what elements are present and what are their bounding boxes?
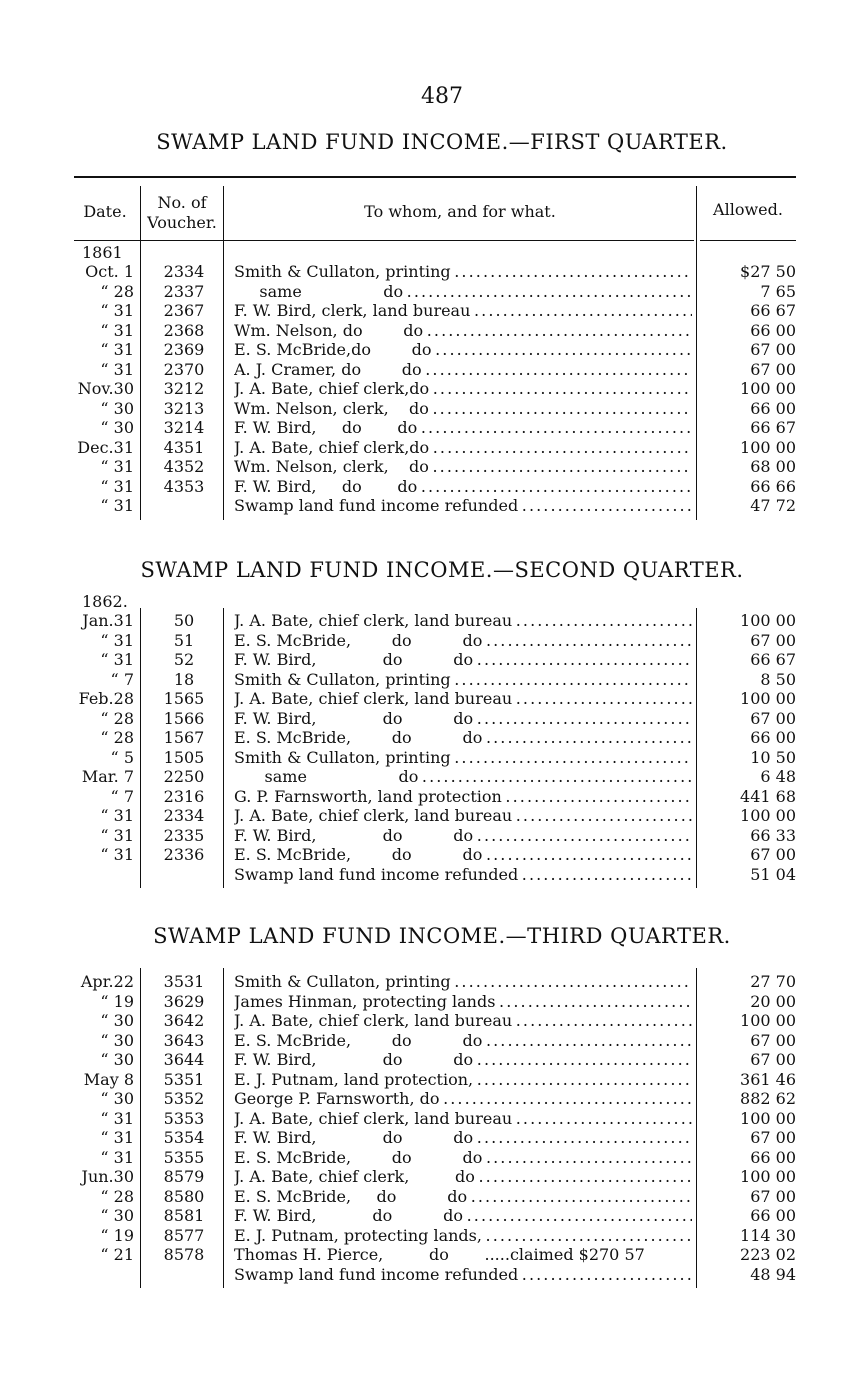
row-voucher: 4353: [163, 476, 205, 496]
row-description: Smith & Cullaton, printing . . .: [234, 262, 692, 282]
row-voucher: 2337: [163, 281, 205, 301]
year-text: 1861: [82, 243, 123, 262]
row-date: Mar. 7: [81, 767, 134, 786]
row-amount: 48 94: [750, 1264, 796, 1284]
row-date: “ 31: [100, 806, 134, 825]
header-bottom-rule: [74, 240, 694, 241]
row-voucher: 8580: [163, 1186, 205, 1206]
row-amount: 66 00: [750, 320, 796, 340]
row-amount: 7 65: [760, 281, 796, 301]
table-row: [0, 865, 857, 885]
row-amount: 47 72: [750, 496, 796, 515]
row-date: “ 28: [100, 728, 134, 747]
row-description: Swamp land fund income refunded . . .: [234, 496, 692, 516]
table-row: [0, 360, 857, 380]
table-row: [0, 418, 857, 438]
row-description: E. S. McBride, do do . . .: [234, 728, 692, 748]
row-amount: 10 50: [750, 747, 796, 767]
row-date: “ 31: [100, 1108, 134, 1128]
row-description: Swamp land fund income refunded . . .: [234, 865, 692, 885]
row-description: E. S. McBride, do do . . .: [234, 1187, 692, 1207]
row-description: F. W. Bird, do do . . .: [234, 709, 692, 729]
header-allowed: Allowed.: [713, 200, 783, 219]
table-row: [0, 282, 857, 302]
year-label: [0, 243, 857, 263]
row-date: “ 19: [100, 1225, 134, 1245]
row-description: F. W. Bird, do do . . .: [234, 826, 692, 846]
table-row: [0, 806, 857, 826]
row-date: “ 28: [100, 708, 134, 728]
table-row: [0, 845, 857, 865]
header-voucher: No. of Voucher.: [147, 193, 217, 232]
row-description: Smith & Cullaton, printing . . .: [234, 748, 692, 768]
row-description: J. A. Bate, chief clerk,do . . .: [234, 438, 692, 458]
row-description: E. S. McBride, do do . . .: [234, 845, 692, 865]
row-voucher: 2368: [163, 320, 205, 340]
year-label: [0, 592, 857, 612]
row-description: F. W. Bird, do do . . .: [234, 1050, 692, 1070]
table-row: [0, 767, 857, 787]
row-amount: 100 00: [740, 379, 796, 398]
row-date: “ 31: [100, 457, 134, 476]
table-row: [0, 1109, 857, 1129]
row-amount: 441 68: [740, 786, 796, 806]
row-voucher: 3213: [163, 398, 205, 418]
row-amount: 67 00: [750, 340, 796, 359]
row-amount: 66 00: [750, 1147, 796, 1167]
row-date: “ 5: [110, 747, 134, 767]
row-description: J. A. Bate, chief clerk, do . . .: [234, 1167, 692, 1187]
row-date: Oct. 1: [85, 262, 134, 281]
table-row: [0, 787, 857, 807]
row-voucher: 2336: [163, 845, 205, 864]
row-date: “ 7: [110, 669, 134, 689]
row-amount: 66 00: [750, 728, 796, 747]
row-amount: 100 00: [740, 611, 796, 630]
row-voucher: 3214: [163, 418, 205, 437]
page-number: 487: [421, 84, 463, 109]
table-row: [0, 1265, 857, 1285]
row-date: “ 31: [100, 301, 134, 320]
row-voucher: 5353: [163, 1108, 205, 1128]
table-row: [0, 1031, 857, 1051]
row-voucher: 3531: [163, 972, 205, 991]
row-date: “ 7: [110, 786, 134, 806]
row-voucher: 5351: [163, 1069, 205, 1089]
table-row: [0, 457, 857, 477]
row-voucher: 3643: [163, 1030, 205, 1050]
row-description: Wm. Nelson, clerk, do . . .: [234, 457, 692, 477]
year-text: 1862.: [82, 592, 128, 611]
row-description: J. A. Bate, chief clerk, land bureau . . .: [234, 1011, 692, 1031]
row-date: Jan.31: [82, 611, 134, 630]
row-date: “ 30: [100, 1206, 134, 1225]
row-voucher: 4351: [163, 437, 205, 457]
row-amount: 67 00: [750, 708, 796, 728]
table-row: [0, 321, 857, 341]
row-description: F. W. Bird, do do . . .: [234, 1206, 692, 1226]
row-description: J. A. Bate, chief clerk, land bureau . . .: [234, 806, 692, 826]
table-row: [0, 262, 857, 282]
row-voucher: 4352: [163, 457, 205, 476]
table-row: [0, 689, 857, 709]
row-voucher: 8578: [163, 1245, 205, 1264]
row-date: “ 31: [100, 340, 134, 359]
row-voucher: 2370: [163, 359, 205, 379]
row-description: James Hinman, protecting lands . . .: [234, 992, 692, 1012]
row-voucher: 1567: [163, 728, 205, 747]
row-voucher: 2334: [163, 806, 205, 825]
table-row: [0, 728, 857, 748]
row-amount: 67 00: [750, 1128, 796, 1147]
row-date: “ 30: [100, 398, 134, 418]
row-amount: 223 02: [740, 1245, 796, 1264]
table-row: [0, 1070, 857, 1090]
row-voucher: 1565: [163, 689, 205, 708]
row-description: same do . . .: [234, 282, 692, 302]
row-amount: $27 50: [740, 262, 796, 281]
row-description: E. J. Putnam, land protection, . . .: [234, 1070, 692, 1090]
table-row: [0, 1011, 857, 1031]
row-description: E. S. McBride, do do . . .: [234, 1148, 692, 1168]
row-voucher: 2334: [163, 262, 205, 281]
row-amount: 361 46: [740, 1069, 796, 1089]
table-row: [0, 650, 857, 670]
row-voucher: 1566: [163, 708, 205, 728]
row-description: same do . . .: [234, 767, 692, 787]
row-date: “ 30: [100, 1089, 134, 1108]
row-date: “ 31: [100, 320, 134, 340]
row-date: “ 28: [100, 1186, 134, 1206]
section-title: SWAMP LAND FUND INCOME.—FIRST QUARTER.: [156, 130, 728, 154]
row-date: “ 31: [100, 845, 134, 864]
table-row: [0, 1148, 857, 1168]
row-amount: 66 33: [750, 825, 796, 845]
header-bottom-rule-allowed: [700, 240, 796, 241]
row-amount: 67 00: [750, 1186, 796, 1206]
row-date: “ 31: [100, 1128, 134, 1147]
row-description: George P. Farnsworth, do . . .: [234, 1089, 692, 1109]
row-description: Wm. Nelson, do do . . .: [234, 321, 692, 341]
row-amount: 68 00: [750, 457, 796, 476]
row-date: Nov.30: [77, 379, 134, 398]
row-description: F. W. Bird, clerk, land bureau . . .: [234, 301, 692, 321]
table-row: [0, 1226, 857, 1246]
row-description: J. A. Bate, chief clerk, land bureau . . .: [234, 611, 692, 631]
row-amount: 51 04: [750, 864, 796, 884]
row-description: F. W. Bird, do do . . .: [234, 477, 692, 497]
table-row: [0, 1167, 857, 1187]
row-voucher: 3642: [163, 1011, 205, 1030]
section-title: SWAMP LAND FUND INCOME.—THIRD QUARTER.: [153, 924, 731, 948]
row-amount: 100 00: [740, 1011, 796, 1030]
row-voucher: 3212: [163, 379, 205, 398]
row-amount: 66 00: [750, 398, 796, 418]
row-date: “ 21: [100, 1245, 134, 1264]
table-row: [0, 670, 857, 690]
row-amount: 20 00: [750, 991, 796, 1011]
row-date: “ 28: [100, 281, 134, 301]
row-description: Wm. Nelson, clerk, do . . .: [234, 399, 692, 419]
row-voucher: 1505: [163, 747, 205, 767]
row-amount: 66 00: [750, 1206, 796, 1225]
row-amount: 66 67: [750, 301, 796, 320]
row-voucher: 8577: [163, 1225, 205, 1245]
row-description: F. W. Bird, do do . . .: [234, 418, 692, 438]
row-amount: 114 30: [740, 1225, 796, 1245]
row-voucher: 5354: [163, 1128, 205, 1147]
row-description: J. A. Bate, chief clerk, land bureau . . .: [234, 1109, 692, 1129]
row-voucher: 5355: [163, 1147, 205, 1167]
row-date: Dec.31: [77, 437, 134, 457]
table-row: [0, 631, 857, 651]
table-row: [0, 826, 857, 846]
row-date: “ 31: [100, 359, 134, 379]
row-voucher: 5352: [163, 1089, 205, 1108]
row-amount: 67 00: [750, 359, 796, 379]
row-date: Apr.22: [80, 972, 134, 991]
table-row: [0, 1089, 857, 1109]
table-row: [0, 1050, 857, 1070]
row-description: Swamp land fund income refunded . . .: [234, 1265, 692, 1285]
table-row: [0, 477, 857, 497]
header-to-whom: To whom, and for what.: [364, 202, 556, 221]
row-description: E. S. McBride, do do . . .: [234, 1031, 692, 1051]
table-row: [0, 992, 857, 1012]
row-voucher: 3644: [163, 1050, 205, 1069]
row-amount: 100 00: [740, 1167, 796, 1186]
row-date: “ 31: [100, 630, 134, 650]
row-description: G. P. Farnsworth, land protection . . .: [234, 787, 692, 807]
table-row: [0, 1187, 857, 1207]
row-voucher: 52: [173, 650, 195, 669]
row-amount: 66 67: [750, 650, 796, 669]
row-description: E. S. McBride,do do . . .: [234, 340, 692, 360]
header-top-rule: [74, 176, 796, 178]
table-row: [0, 1245, 857, 1265]
row-description: E. J. Putnam, protecting lands, . . .: [234, 1226, 692, 1246]
row-voucher: 50: [173, 611, 195, 630]
row-amount: 8 50: [760, 669, 796, 689]
row-amount: 27 70: [750, 972, 796, 991]
row-date: May 8: [83, 1069, 134, 1089]
row-date: “ 31: [100, 496, 134, 515]
row-date: “ 31: [100, 825, 134, 845]
row-amount: 100 00: [740, 689, 796, 708]
row-voucher: 8581: [163, 1206, 205, 1225]
row-amount: 100 00: [740, 806, 796, 825]
row-description: J. A. Bate, chief clerk, land bureau . . .: [234, 689, 692, 709]
table-row: [0, 496, 857, 516]
table-row: [0, 340, 857, 360]
row-description: F. W. Bird, do do . . .: [234, 1128, 692, 1148]
row-voucher: 51: [173, 630, 195, 650]
row-amount: 100 00: [740, 437, 796, 457]
row-description: F. W. Bird, do do . . .: [234, 650, 692, 670]
row-description: E. S. McBride, do do . . .: [234, 631, 692, 651]
table-row: [0, 709, 857, 729]
row-voucher: 2369: [163, 340, 205, 359]
section-title: SWAMP LAND FUND INCOME.—SECOND QUARTER.: [140, 558, 744, 582]
table-row: [0, 399, 857, 419]
row-voucher: 8579: [163, 1167, 205, 1186]
table-row: [0, 972, 857, 992]
table-row: [0, 301, 857, 321]
row-description: A. J. Cramer, do do . . .: [234, 360, 692, 380]
row-date: “ 19: [100, 991, 134, 1011]
table-row: [0, 379, 857, 399]
table-row: [0, 1128, 857, 1148]
row-amount: 67 00: [750, 845, 796, 864]
row-date: Jun.30: [81, 1167, 134, 1186]
row-date: “ 31: [100, 476, 134, 496]
row-description: Thomas H. Pierce, do .....claimed $270 57: [234, 1245, 645, 1264]
row-date: “ 31: [100, 1147, 134, 1167]
row-amount: 67 00: [750, 1050, 796, 1069]
row-description: J. A. Bate, chief clerk,do . . .: [234, 379, 692, 399]
row-date: “ 30: [100, 418, 134, 437]
row-voucher: 18: [173, 669, 195, 689]
row-date: Feb.28: [78, 689, 134, 708]
table-row: [0, 438, 857, 458]
row-amount: 66 66: [750, 476, 796, 496]
row-date: “ 30: [100, 1030, 134, 1050]
row-amount: 67 00: [750, 630, 796, 650]
row-voucher: 2367: [163, 301, 205, 320]
row-date: “ 31: [100, 650, 134, 669]
row-description: Smith & Cullaton, printing . . .: [234, 670, 692, 690]
row-amount: 882 62: [740, 1089, 796, 1108]
table-row: [0, 1206, 857, 1226]
row-voucher: 2335: [163, 825, 205, 845]
row-voucher: 2250: [163, 767, 205, 786]
table-row: [0, 611, 857, 631]
row-amount: 66 67: [750, 418, 796, 437]
row-amount: 6 48: [760, 767, 796, 786]
row-voucher: 2316: [163, 786, 205, 806]
row-amount: 67 00: [750, 1030, 796, 1050]
row-description: Smith & Cullaton, printing . . .: [234, 972, 692, 992]
header-date: Date.: [83, 202, 127, 221]
row-amount: 100 00: [740, 1108, 796, 1128]
row-date: “ 30: [100, 1050, 134, 1069]
row-voucher: 3629: [163, 991, 205, 1011]
table-row: [0, 748, 857, 768]
row-date: “ 30: [100, 1011, 134, 1030]
